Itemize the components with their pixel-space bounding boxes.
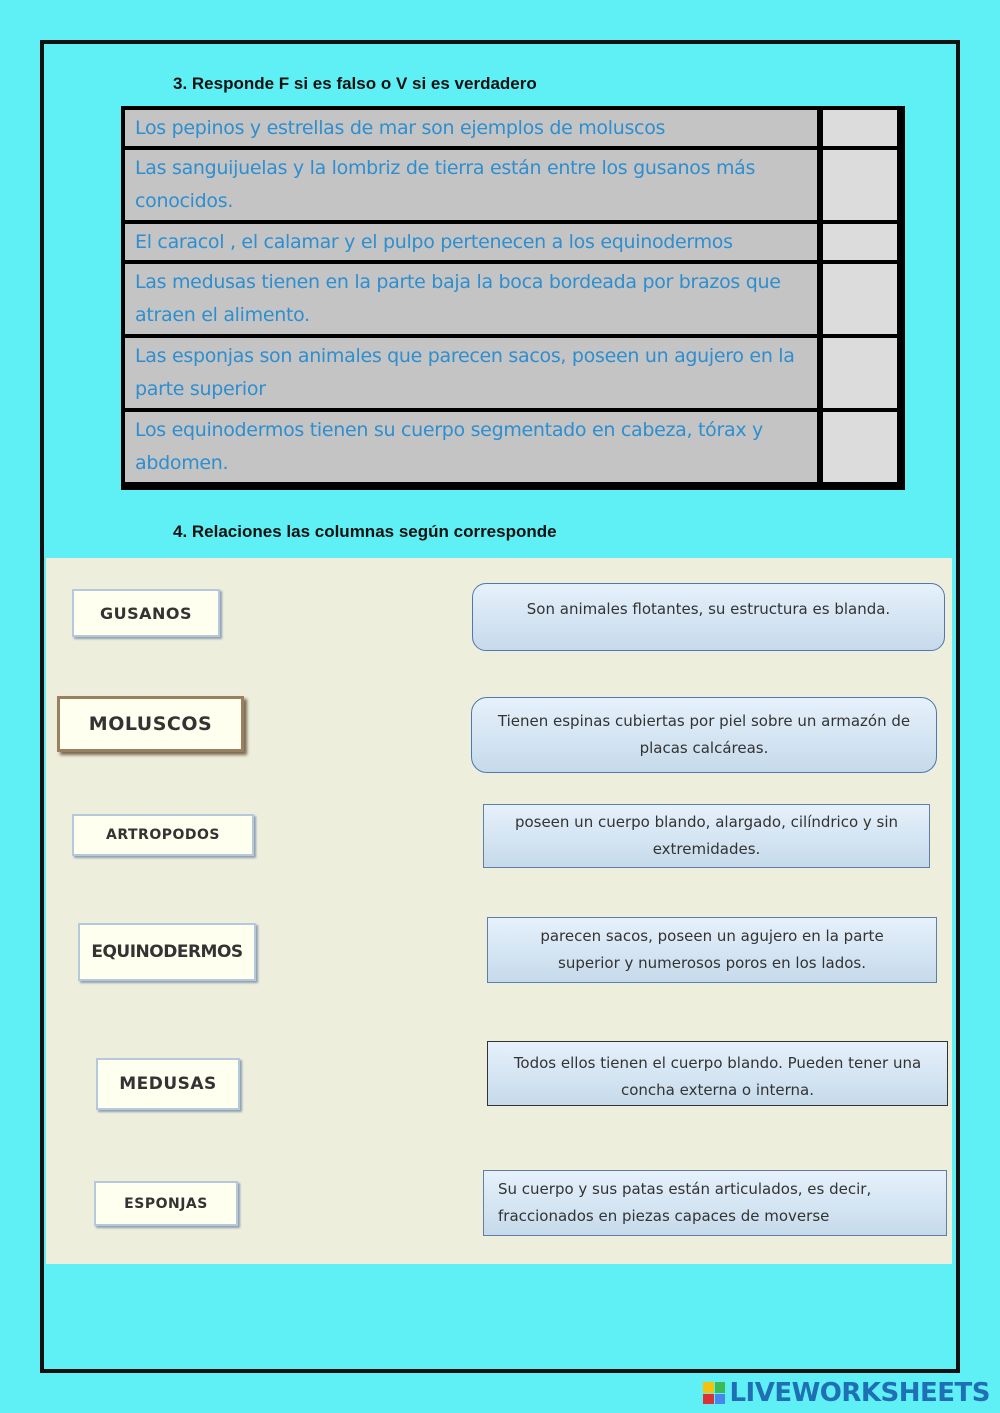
section4-title: 4. Relaciones las columnas según corresponde: [173, 522, 557, 541]
logo-text: LIVEWORKSHEETS: [729, 1378, 990, 1408]
tf-row-1: [125, 110, 901, 146]
tf-statement: Los pepinos y estrellas de mar son ejemplos de moluscos: [125, 110, 817, 146]
tf-statement: Las medusas tienen en la parte baja la boca bordeada por brazos que atraen el alimento.: [125, 264, 817, 334]
term-gusanos[interactable]: GUSANOS: [72, 589, 220, 637]
term-esponjas[interactable]: ESPONJAS: [94, 1181, 238, 1226]
tf-row-6: [125, 412, 901, 482]
definition-3[interactable]: poseen un cuerpo blando, alargado, cilíndrico y sin extremidades.: [483, 804, 930, 868]
logo-mark-icon: [703, 1382, 725, 1404]
tf-row-3: [125, 224, 901, 260]
tf-statement: Los equinodermos tienen su cuerpo segmentado en cabeza, tórax y abdomen.: [125, 412, 817, 482]
liveworksheets-logo: [703, 1378, 990, 1408]
term-artropodos[interactable]: ARTROPODOS: [72, 814, 254, 856]
term-equinodermos[interactable]: EQUINODERMOS: [78, 923, 256, 981]
definition-4[interactable]: parecen sacos, poseen un agujero en la parte superior y numerosos poros en los lados.: [487, 917, 937, 983]
tf-statement: Las sanguijuelas y la lombriz de tierra están entre los gusanos más conocidos.: [125, 150, 817, 220]
tf-answer-box[interactable]: [823, 224, 897, 260]
tf-answer-box[interactable]: [823, 412, 897, 482]
definition-5[interactable]: Todos ellos tienen el cuerpo blando. Pueden tener una concha externa o interna.: [487, 1041, 948, 1106]
term-moluscos[interactable]: MOLUSCOS: [57, 696, 244, 752]
section3-title: 3. Responde F si es falso o V si es verdadero: [173, 74, 537, 93]
tf-answer-box[interactable]: [823, 110, 897, 146]
term-medusas[interactable]: MEDUSAS: [96, 1058, 240, 1110]
definition-6[interactable]: Su cuerpo y sus patas están articulados, es decir, fraccionados en piezas capaces de moverse: [483, 1170, 947, 1236]
tf-statement: El caracol , el calamar y el pulpo pertenecen a los equinodermos: [125, 224, 817, 260]
tf-row-2: [125, 150, 901, 220]
tf-answer-box[interactable]: [823, 338, 897, 408]
matching-panel: [46, 558, 952, 1264]
definition-2[interactable]: Tienen espinas cubiertas por piel sobre un armazón de placas calcáreas.: [471, 697, 937, 773]
tf-answer-box[interactable]: [823, 150, 897, 220]
definition-1[interactable]: Son animales flotantes, su estructura es blanda.: [472, 583, 945, 651]
tf-row-5: [125, 338, 901, 408]
true-false-table: [121, 106, 905, 490]
tf-statement: Las esponjas son animales que parecen sacos, poseen un agujero en la parte superior: [125, 338, 817, 408]
tf-answer-box[interactable]: [823, 264, 897, 334]
tf-row-4: [125, 264, 901, 334]
